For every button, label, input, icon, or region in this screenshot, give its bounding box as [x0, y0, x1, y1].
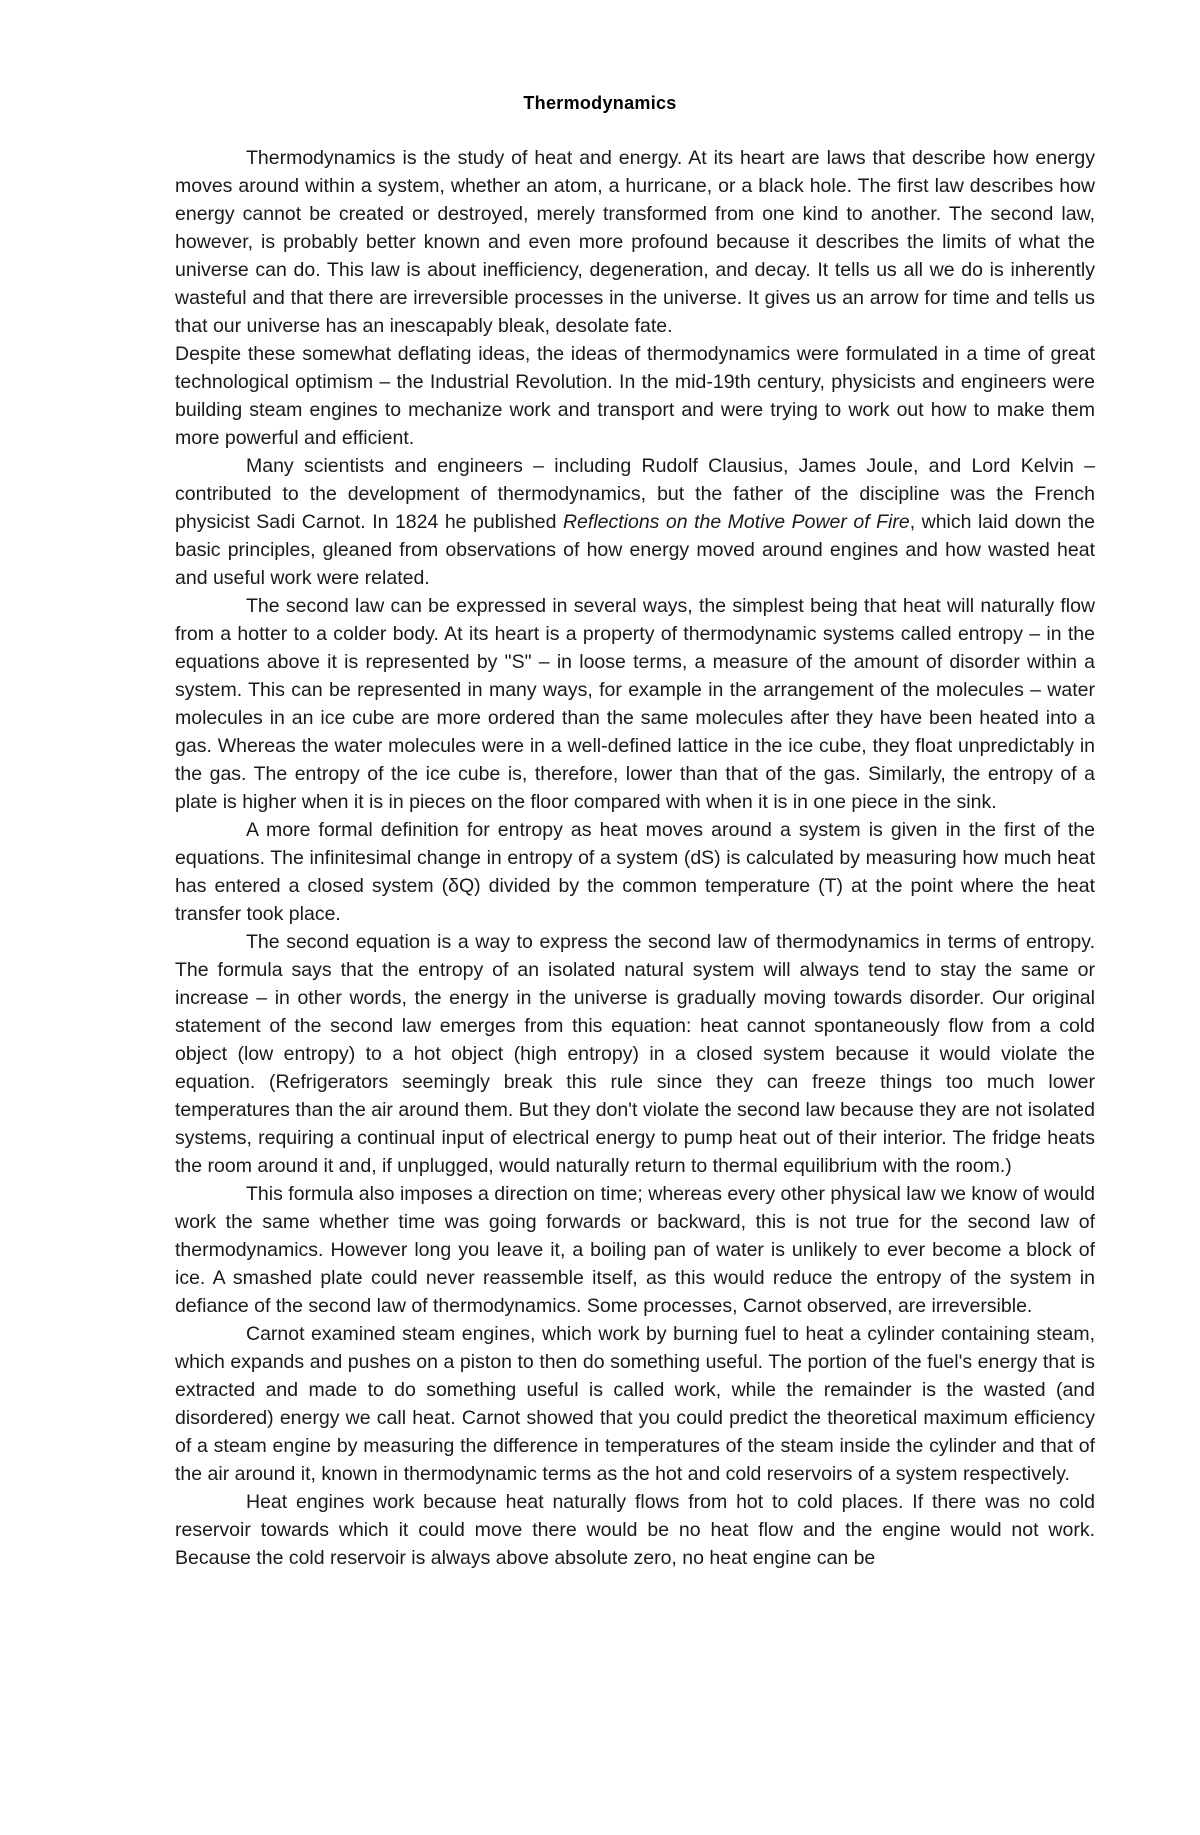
paragraph-6: The second equation is a way to express the second law of thermodynamics in terms of entropy. The formula says that the entropy of an isolated natural system will always tend to stay the same or increase – in other words, the energy in the universe is gradually moving towards disorder. Our original statement of the second law emerges from this equation: heat cannot spontaneously flow from a cold object (low entropy) to a hot object (high entropy) in a closed system because it would violate the equation. (Refrigerators seemingly break this rule since they can freeze things too much lower temperatures than the air around them. But they don't violate the second law because they are not isolated systems, requiring a continual input of electrical energy to pump heat out of their interior. The fridge heats the room around it and, if unplugged, would naturally return to thermal equilibrium with the room.) — [175, 931, 1095, 1177]
paragraph-3-text-end: , which laid down the basic principles, gleaned from observations of how energy moved around engines and how wasted heat and useful work were related. — [175, 511, 1095, 589]
book-title: Reflections on the Motive Power of Fire — [562, 511, 910, 533]
document-title: Thermodynamics — [523, 93, 677, 113]
paragraph-1: Thermodynamics is the study of heat and energy. At its heart are laws that describe how energy moves around within a system, whether an atom, a hurricane, or a black hole. The first law describes how energy cannot be created or destroyed, merely transformed from one kind to another. The second law, however, is probably better known and even more profound because it describes the limits of what the universe can do. This law is about inefficiency, degeneration, and decay. It tells us all we do is inherently wasteful and that there are irreversible processes in the universe. It gives us an arrow for time and tells us that our universe has an inescapably bleak, desolate fate. — [175, 147, 1095, 337]
paragraph-5: A more formal definition for entropy as heat moves around a system is given in the first of the equations. The infinitesimal change in entropy of a system (dS) is calculated by measuring how much heat has entered a closed system (δQ) divided by the common temperature (T) at the point where the heat transfer took place. — [175, 819, 1095, 925]
document-body — [175, 144, 1095, 1572]
paragraph-3-text-start: Many scientists and engineers – including Rudolf Clausius, James Joule, and Lord Kelvin – contributed to the development of thermodynamics, but the father of the discipline was the French physicist Sadi Carnot. In 1824 he published — [175, 455, 1095, 533]
paragraph-7: This formula also imposes a direction on time; whereas every other physical law we know of would work the same whether time was going forwards or backward, this is not true for the second law of thermodynamics. However long you leave it, a boiling pan of water is unlikely to ever become a block of ice. A smashed plate could never reassemble itself, as this would reduce the entropy of the system in defiance of the second law of thermodynamics. Some processes, Carnot observed, are irreversible. — [175, 1183, 1095, 1317]
paragraph-8: Carnot examined steam engines, which work by burning fuel to heat a cylinder containing steam, which expands and pushes on a piston to then do something useful. The portion of the fuel's energy that is extracted and made to do something useful is called work, while the remainder is the wasted (and disordered) energy we call heat. Carnot showed that you could predict the theoretical maximum efficiency of a steam engine by measuring the difference in temperatures of the steam inside the cylinder and that of the air around it, known in thermodynamic terms as the hot and cold reservoirs of a system respectively. — [175, 1323, 1095, 1485]
paragraph-4: The second law can be expressed in several ways, the simplest being that heat will naturally flow from a hotter to a colder body. At its heart is a property of thermodynamic systems called entropy – in the equations above it is represented by "S" – in loose terms, a measure of the amount of disorder within a system. This can be represented in many ways, for example in the arrangement of the molecules – water molecules in an ice cube are more ordered than the same molecules after they have been heated into a gas. Whereas the water molecules were in a well-defined lattice in the ice cube, they float unpredictably in the gas. The entropy of the ice cube is, therefore, lower than that of the gas. Similarly, the entropy of a plate is higher when it is in pieces on the floor compared with when it is in one piece in the sink. — [175, 595, 1095, 813]
paragraph-3 — [175, 452, 1095, 592]
paragraph-9: Heat engines work because heat naturally flows from hot to cold places. If there was no cold reservoir towards which it could move there would be no heat flow and the engine would not work. Because the cold reservoir is always above absolute zero, no heat engine can be — [175, 1491, 1095, 1569]
paragraph-2: Despite these somewhat deflating ideas, the ideas of thermodynamics were formulated in a time of great technological optimism – the Industrial Revolution. In the mid-19th century, physicists and engineers were building steam engines to mechanize work and transport and were trying to work out how to make them more powerful and efficient. — [175, 343, 1095, 449]
